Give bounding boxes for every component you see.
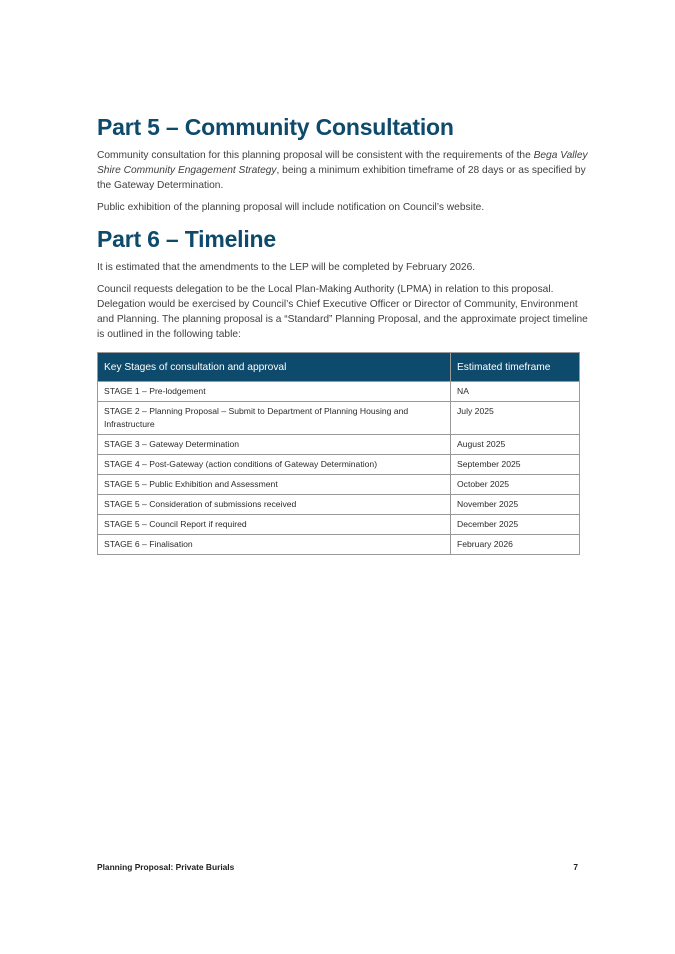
part6-heading: Part 6 – Timeline	[97, 226, 276, 252]
table-row	[98, 455, 580, 475]
part5-heading: Part 5 – Community Consultation	[97, 114, 454, 140]
page-number: 7	[573, 862, 578, 872]
timeframe-cell: August 2025	[451, 435, 580, 455]
header-stages: Key Stages of consultation and approval	[98, 353, 451, 382]
timeframe-cell: NA	[451, 382, 580, 402]
table-row	[98, 402, 580, 435]
stage-cell: STAGE 5 – Council Report if required	[98, 515, 451, 535]
part5-paragraph-1	[97, 148, 597, 193]
part5-p1-text-b: , being a minimum exhibition timeframe of 28 days or as specified by the Gateway Determination.	[97, 165, 586, 191]
part6-paragraph-1: It is estimated that the amendments to the LEP will be completed by February 2026.	[97, 262, 476, 273]
stage-cell: STAGE 1 – Pre-lodgement	[98, 382, 451, 402]
table-header-row	[98, 353, 580, 382]
header-timeframe: Estimated timeframe	[451, 353, 580, 382]
timeframe-cell: December 2025	[451, 515, 580, 535]
timeframe-cell: October 2025	[451, 475, 580, 495]
stage-cell: STAGE 2 – Planning Proposal – Submit to Department of Planning Housing and Infrastructure	[98, 402, 451, 435]
part5-paragraph-2: Public exhibition of the planning proposal will include notification on Council’s website.	[97, 202, 485, 213]
footer-title: Planning Proposal: Private Burials	[97, 862, 235, 872]
strategy-name: Bega Valley Shire Community Engagement Strategy	[97, 150, 588, 176]
timeframe-cell: November 2025	[451, 495, 580, 515]
stage-cell: STAGE 5 – Consideration of submissions received	[98, 495, 451, 515]
timeframe-cell: February 2026	[451, 535, 580, 555]
page-footer	[97, 862, 580, 872]
stage-cell: STAGE 5 – Public Exhibition and Assessment	[98, 475, 451, 495]
stage-cell: STAGE 6 – Finalisation	[98, 535, 451, 555]
timeframe-cell: September 2025	[451, 455, 580, 475]
table-row	[98, 535, 580, 555]
table-row	[98, 382, 580, 402]
part6-paragraph-2: Council requests delegation to be the Local Plan-Making Authority (LPMA) in relation to this proposal. Delegation would be exercised by Council’s Chief Executive Officer or Director of Community, Environment and Planning. The planning proposal is a “Standard” Planning Proposal, and the approximate project timeline is outlined in the following table:	[97, 284, 588, 340]
table-row	[98, 515, 580, 535]
document-body	[97, 112, 597, 555]
timeframe-cell: July 2025	[451, 402, 580, 435]
part5-p1-text-a: Community consultation for this planning proposal will be consistent with the requirements of the	[97, 150, 534, 161]
stage-cell: STAGE 3 – Gateway Determination	[98, 435, 451, 455]
table-row	[98, 435, 580, 455]
table-row	[98, 495, 580, 515]
table-row	[98, 475, 580, 495]
stage-cell: STAGE 4 – Post-Gateway (action conditions of Gateway Determination)	[98, 455, 451, 475]
timeline-table	[97, 352, 580, 555]
